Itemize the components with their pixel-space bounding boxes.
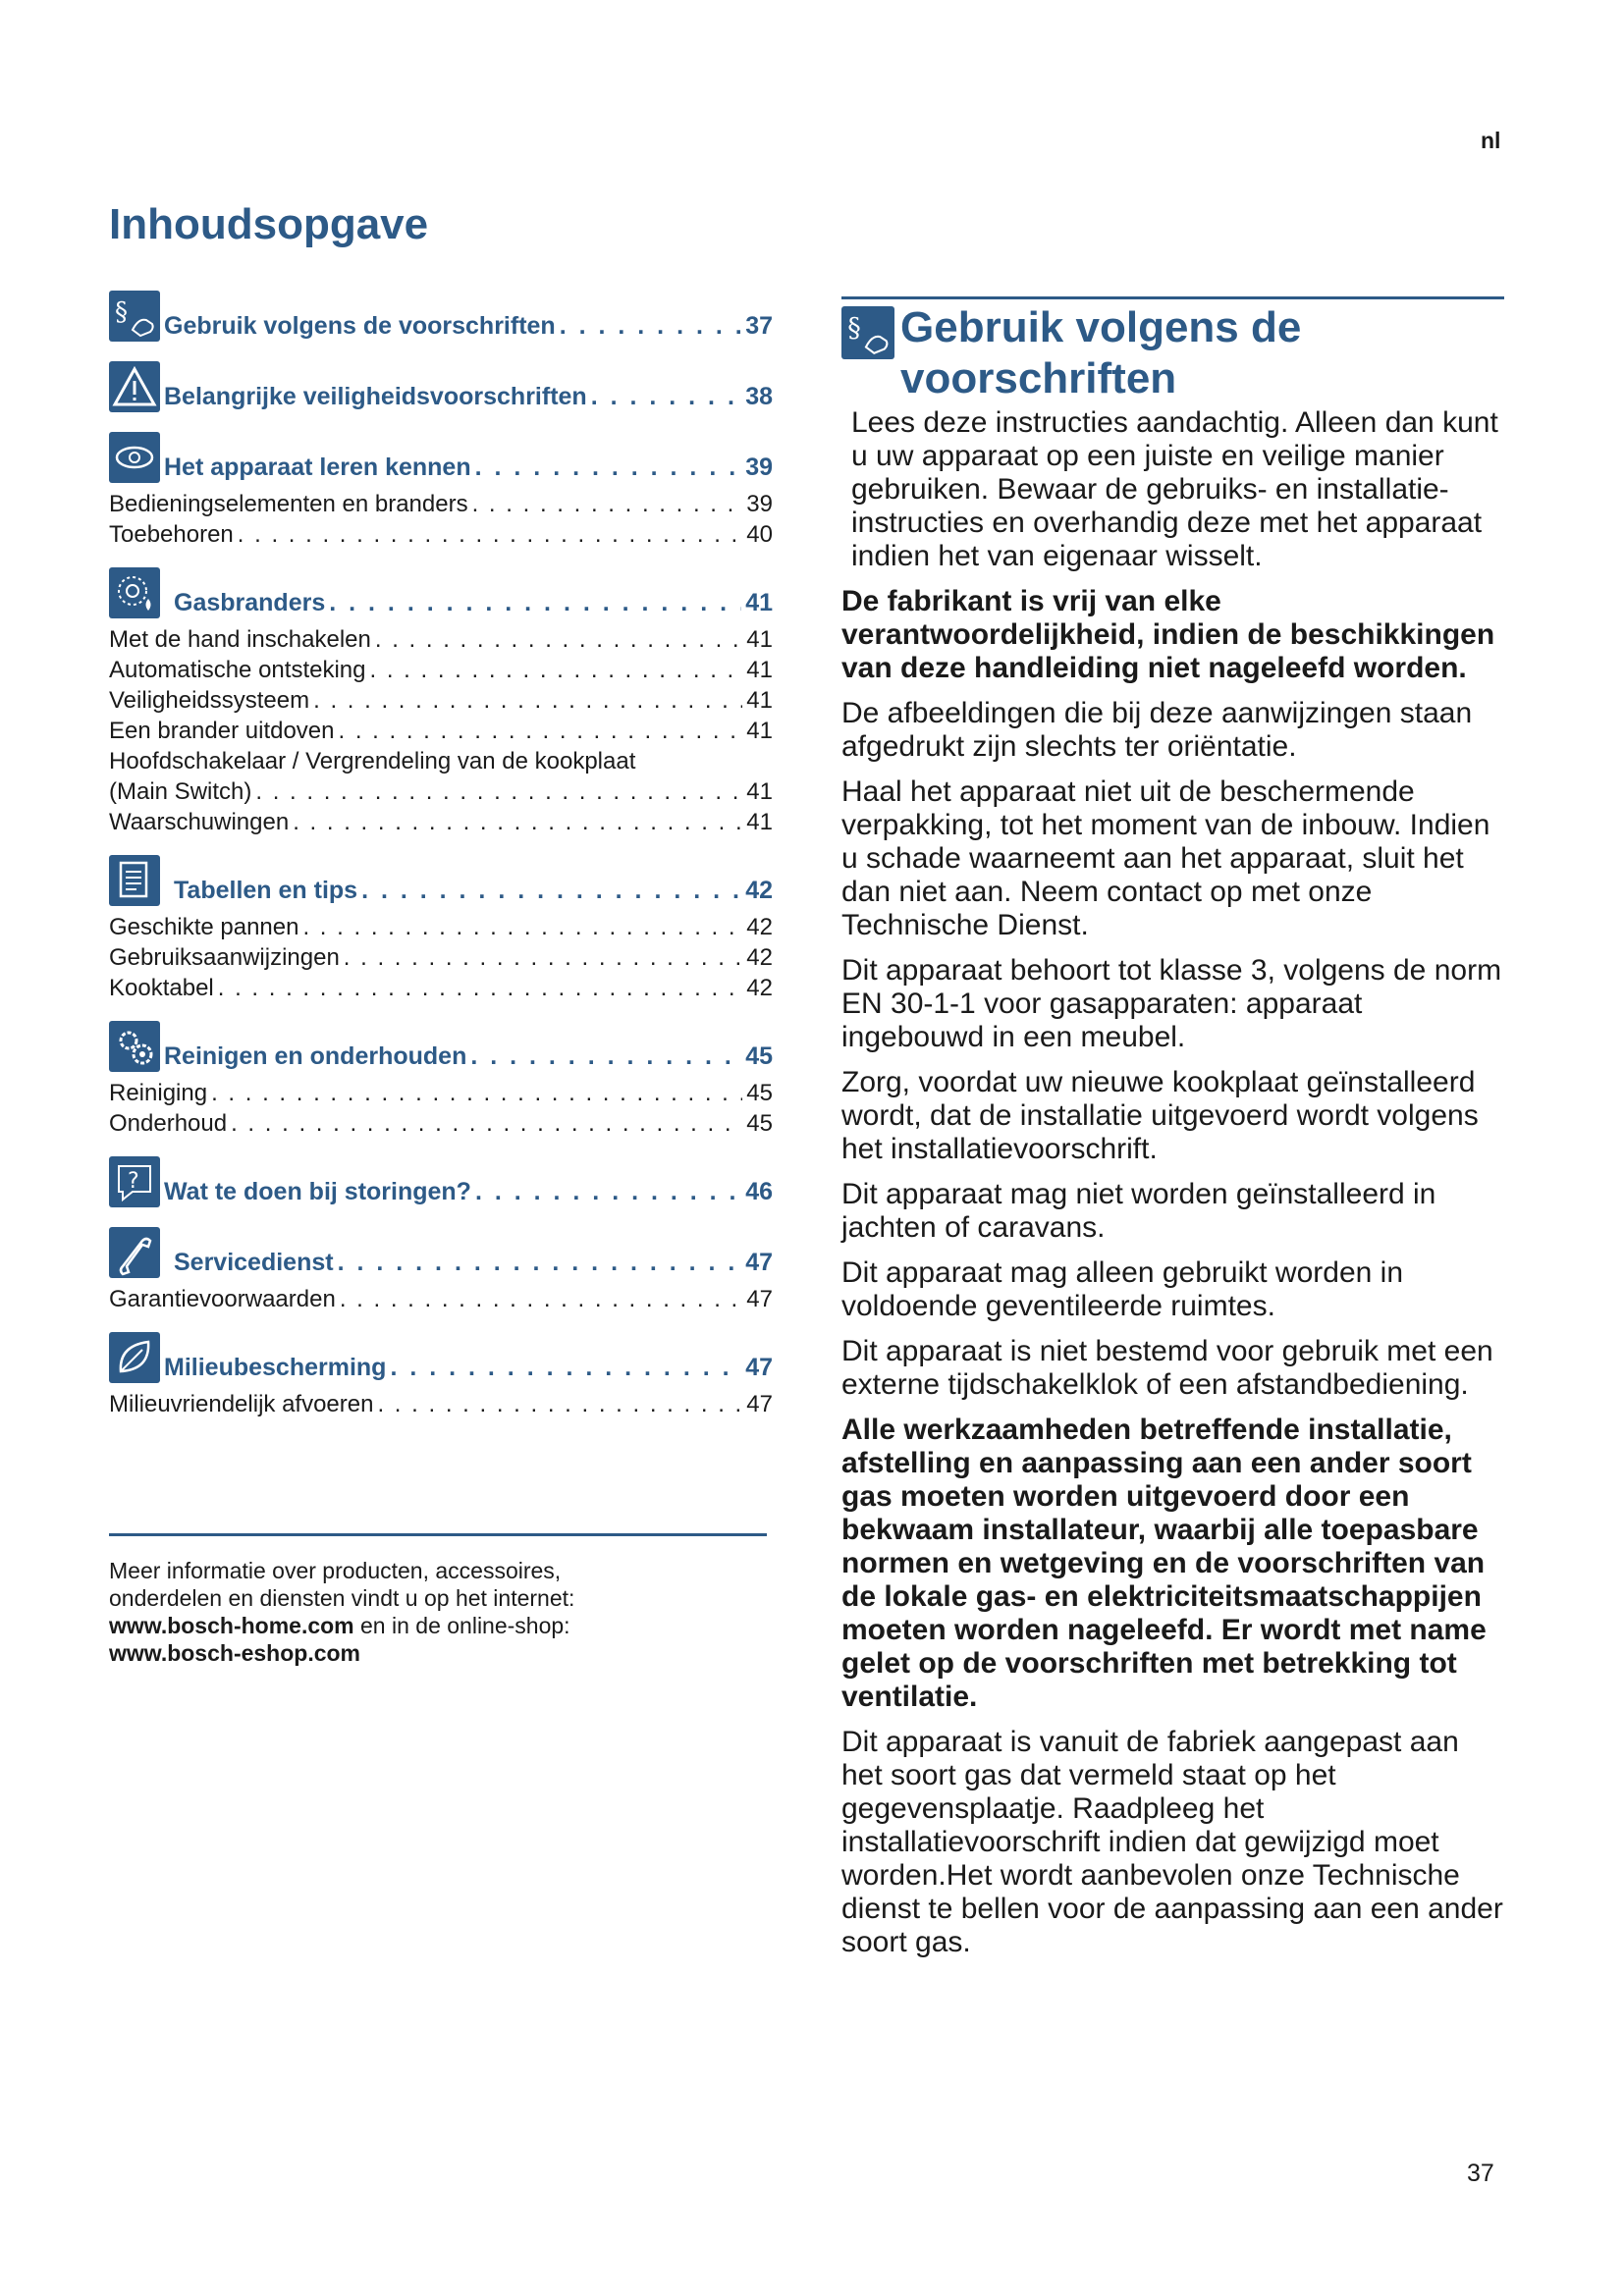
toc-subentry-link[interactable]: Kooktabel . . . 42: [109, 973, 773, 1003]
toc-section: [109, 428, 773, 550]
footer-divider: [109, 1533, 767, 1536]
paragraph: De afbeeldingen die bij deze aanwijzingen staan afgedrukt zijn slechts ter oriëntatie.: [841, 697, 1473, 763]
paragraph: Dit apparaat is niet bestemd voor gebruik met een externe tijdschakelklok of een afstandbediening.: [841, 1335, 1493, 1401]
paragraph-bold: De fabrikant is vrij van elke verantwoordelijkheid, indien de beschikkingen van deze handleiding niet nageleefd worden.: [841, 585, 1495, 684]
toc-entry-link[interactable]: Reinigen en onderhouden . . . 45: [164, 1042, 773, 1070]
page-number: 37: [1467, 2160, 1494, 2187]
toc-subentry-link[interactable]: Waarschuwingen . . . 41: [109, 807, 773, 837]
toc-subentry-link[interactable]: Met de hand inschakelen . . . 41: [109, 624, 773, 655]
toc-subentry-link[interactable]: Automatische ontsteking . . . 41: [109, 655, 773, 685]
paragraph: Zorg, voordat uw nieuwe kookplaat geïnstalleerd wordt, dat de installatie uitgevoerd wordt volgens het installatievoorschrift.: [841, 1066, 1479, 1165]
paragraph-bold: Alle werkzaamheden betreffende installatie, afstelling en aanpassing aan een ander soort gas moeten worden uitgevoerd door een bekwaam installateur, waarbij alle toepasbare normen en wetgeving en de voorschriften van de lokale gas- en elektriciteitsmaatschappijen moeten worden nageleefd. Er wordt met name gelet op de voorschriften met betrekking tot ventilatie.: [841, 1414, 1487, 1713]
toc-section: [109, 357, 773, 412]
toc-entry-link[interactable]: Het apparaat leren kennen . . . 39: [164, 454, 773, 481]
paragraph: Lees deze instructies aandachtig. Alleen dan kunt u uw apparaat op een juiste en veilige manier gebruiken. Bewaar de gebruiks- en installatie-instructies en overhandig deze met het apparaat indien het van eigenaar wisselt.: [851, 406, 1498, 572]
language-code: nl: [1481, 128, 1501, 153]
bosch-eshop-link[interactable]: www.bosch-eshop.com: [109, 1640, 361, 1666]
paragraph: Dit apparaat mag alleen gebruikt worden in voldoende geventileerde ruimtes.: [841, 1256, 1404, 1322]
cleaning-gear-icon: [109, 1021, 160, 1072]
toc-section: [109, 1223, 773, 1314]
toc-entry-link[interactable]: Milieubescherming . . . 47: [164, 1354, 773, 1381]
leaf-icon: [109, 1332, 160, 1383]
toc-subentry-link[interactable]: (Main Switch) . . . 41: [109, 776, 773, 807]
svg-text:?: ?: [128, 1169, 139, 1194]
toc-section: [109, 1017, 773, 1139]
document-icon: [109, 855, 160, 906]
toc-entry-link[interactable]: Gebruik volgens de voorschriften . . . 37: [164, 312, 773, 340]
paragraph: Dit apparaat behoort tot klasse 3, volgens de norm EN 30-1-1 voor gasapparaten: apparaat ingebouwd in een meubel.: [841, 954, 1502, 1053]
toc-section: [109, 563, 773, 837]
toc-entry-link[interactable]: Belangrijke veiligheidsvoorschriften . . . 38: [164, 383, 773, 410]
toc-section: [109, 287, 773, 342]
toc-subentry-link[interactable]: Een brander uitdoven . . . 41: [109, 716, 773, 746]
toc-subentry-link[interactable]: Veiligheidssysteem . . . 41: [109, 685, 773, 716]
toc-subentry-link[interactable]: Garantievoorwaarden . . . 47: [109, 1284, 773, 1314]
toc-section: [109, 1328, 773, 1419]
toc-entry-link[interactable]: Wat te doen bij storingen? . . . 46: [164, 1178, 773, 1205]
phone-icon: [109, 1227, 160, 1278]
eye-icon: [109, 432, 160, 483]
footer-line: Meer informatie over producten, accessoires,: [109, 1558, 562, 1583]
toc-subentry-link[interactable]: Reiniging . . . 45: [109, 1078, 773, 1108]
table-of-contents: [109, 287, 773, 1419]
paragraph: Dit apparaat mag niet worden geïnstalleerd in jachten of caravans.: [841, 1178, 1436, 1244]
warning-triangle-icon: [109, 361, 160, 412]
footer-line: en in de online-shop:: [353, 1613, 570, 1638]
toc-title: Inhoudsopgave: [109, 200, 429, 248]
toc-section: [109, 851, 773, 1003]
intended-use-section: [841, 296, 1504, 1971]
toc-entry-link[interactable]: Tabellen en tips . . . 42: [174, 877, 773, 904]
toc-subentry-link[interactable]: Milieuvriendelijk afvoeren . . . 47: [109, 1389, 773, 1419]
paragraph: Dit apparaat is vanuit de fabriek aangepast aan het soort gas dat vermeld staat op het gegevensplaatje. Raadpleeg het installatievoorschrift indien dat gewijzigd moet worden.Het wordt aanbevolen onze Technische dienst te bellen voor de aanpassing aan een ander soort gas.: [841, 1726, 1503, 1958]
toc-subentry-link[interactable]: Onderhoud . . . 45: [109, 1108, 773, 1139]
footer-line: onderdelen en diensten vindt u op het internet:: [109, 1585, 575, 1611]
paragraph: Haal het apparaat niet uit de beschermende verpakking, tot het moment van de inbouw. Indien u schade waarneemt aan het apparaat, sluit het dan niet aan. Neem contact op met onze Technische Dienst.: [841, 775, 1490, 941]
svg-text:§: §: [115, 297, 128, 327]
paragraph-hand-icon: [109, 291, 160, 342]
svg-text:§: §: [847, 313, 861, 345]
toc-subentry-link[interactable]: Bedieningselementen en branders . . . 39: [109, 489, 773, 519]
toc-entry-link[interactable]: Servicedienst . . . 47: [174, 1249, 773, 1276]
toc-subentry-link[interactable]: Geschikte pannen . . . 42: [109, 912, 773, 942]
toc-subentry-link[interactable]: Toebehoren . . . 40: [109, 519, 773, 550]
question-icon: [109, 1156, 160, 1207]
gas-burner-icon: [109, 567, 160, 618]
toc-entry-link[interactable]: Gasbranders . . . 41: [174, 589, 773, 616]
toc-section: [109, 1152, 773, 1207]
bosch-home-link[interactable]: www.bosch-home.com: [109, 1613, 354, 1638]
toc-subentry-line: Hoofdschakelaar / Vergrendeling van de kookplaat: [109, 748, 636, 774]
footer-info: [109, 1557, 777, 1667]
toc-subentry-link[interactable]: Gebruiksaanwijzingen . . . 42: [109, 942, 773, 973]
section-title: Gebruik volgens de voorschriften: [900, 303, 1302, 402]
paragraph-hand-icon: [841, 306, 894, 359]
